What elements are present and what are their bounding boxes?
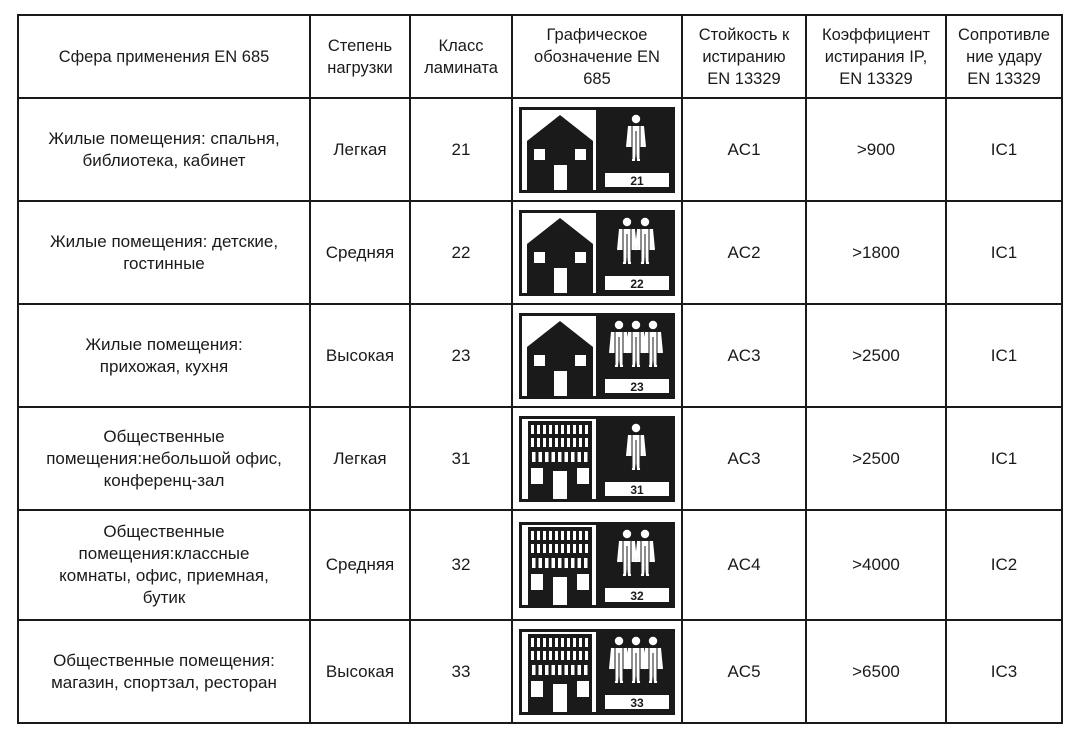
pictogram-class-label: 31 — [630, 482, 644, 497]
cell-class: 22 — [410, 201, 512, 304]
cell-impact-resistance: IC1 — [946, 98, 1062, 201]
cell-sphere: Общественные помещения:классные комнаты, офис, приемная, бутик — [18, 510, 310, 620]
cell-impact-resistance: IC1 — [946, 407, 1062, 510]
en685-pictogram — [519, 210, 675, 296]
cell-sphere: Общественные помещения: магазин, спортзал, ресторан — [18, 620, 310, 723]
cell-abrasion: AC4 — [682, 510, 806, 620]
cell-abrasion-coefficient: >2500 — [806, 407, 946, 510]
cell-class: 32 — [410, 510, 512, 620]
cell-sphere: Общественные помещения:небольшой офис, конференц-зал — [18, 407, 310, 510]
cell-class: 33 — [410, 620, 512, 723]
pictogram-class-label: 33 — [630, 695, 644, 710]
office-building-icon — [528, 527, 592, 605]
header-abrasion: Стойкость к истиранию EN 13329 — [682, 15, 806, 98]
cell-sphere: Жилые помещения: прихожая, кухня — [18, 304, 310, 407]
pictogram-class-label: 32 — [630, 589, 644, 603]
header-load: Степень нагрузки — [310, 15, 410, 98]
cell-graphic — [512, 407, 682, 510]
cell-abrasion-coefficient: >4000 — [806, 510, 946, 620]
cell-graphic — [512, 304, 682, 407]
en685-pictogram — [519, 107, 675, 193]
cell-graphic — [512, 620, 682, 723]
en685-pictogram — [519, 629, 675, 715]
header-sphere: Сфера применения EN 685 — [18, 15, 310, 98]
cell-class: 21 — [410, 98, 512, 201]
cell-load: Высокая — [310, 304, 410, 407]
cell-abrasion: AC3 — [682, 407, 806, 510]
cell-load: Легкая — [310, 98, 410, 201]
cell-graphic — [512, 510, 682, 620]
header-class: Класс ламината — [410, 15, 512, 98]
table-row — [18, 510, 1062, 620]
cell-load: Высокая — [310, 620, 410, 723]
cell-abrasion-coefficient: >900 — [806, 98, 946, 201]
cell-load: Средняя — [310, 510, 410, 620]
table-row — [18, 620, 1062, 723]
table-row — [18, 304, 1062, 407]
cell-graphic — [512, 201, 682, 304]
en685-pictogram — [519, 416, 675, 502]
en685-pictogram — [519, 313, 675, 399]
header-row — [18, 15, 1062, 98]
cell-sphere: Жилые помещения: спальня, библиотека, кабинет — [18, 98, 310, 201]
cell-impact-resistance: IC3 — [946, 620, 1062, 723]
cell-sphere: Жилые помещения: детские, гостинные — [18, 201, 310, 304]
cell-class: 31 — [410, 407, 512, 510]
table-row — [18, 201, 1062, 304]
cell-impact-resistance: IC2 — [946, 510, 1062, 620]
header-abrasion-coefficient: Коэффициент истирания IP, EN 13329 — [806, 15, 946, 98]
header-impact-resistance: Сопротивле ние удару EN 13329 — [946, 15, 1062, 98]
office-building-icon — [528, 634, 592, 712]
pictogram-class-label: 23 — [630, 379, 644, 394]
cell-class: 23 — [410, 304, 512, 407]
cell-load: Средняя — [310, 201, 410, 304]
cell-graphic — [512, 98, 682, 201]
table-row — [18, 407, 1062, 510]
table-row — [18, 98, 1062, 201]
cell-load: Легкая — [310, 407, 410, 510]
cell-abrasion-coefficient: >1800 — [806, 201, 946, 304]
cell-abrasion: AC2 — [682, 201, 806, 304]
en685-pictogram — [519, 522, 675, 608]
cell-abrasion-coefficient: >2500 — [806, 304, 946, 407]
header-graphic: Графическое обозначение EN 685 — [512, 15, 682, 98]
cell-impact-resistance: IC1 — [946, 201, 1062, 304]
cell-abrasion: AC5 — [682, 620, 806, 723]
pictogram-class-label: 22 — [630, 276, 644, 291]
office-building-icon — [528, 421, 592, 499]
cell-impact-resistance: IC1 — [946, 304, 1062, 407]
pictogram-class-label: 21 — [630, 173, 644, 188]
cell-abrasion-coefficient: >6500 — [806, 620, 946, 723]
cell-abrasion: AC1 — [682, 98, 806, 201]
cell-abrasion: AC3 — [682, 304, 806, 407]
laminate-class-table — [17, 14, 1063, 724]
